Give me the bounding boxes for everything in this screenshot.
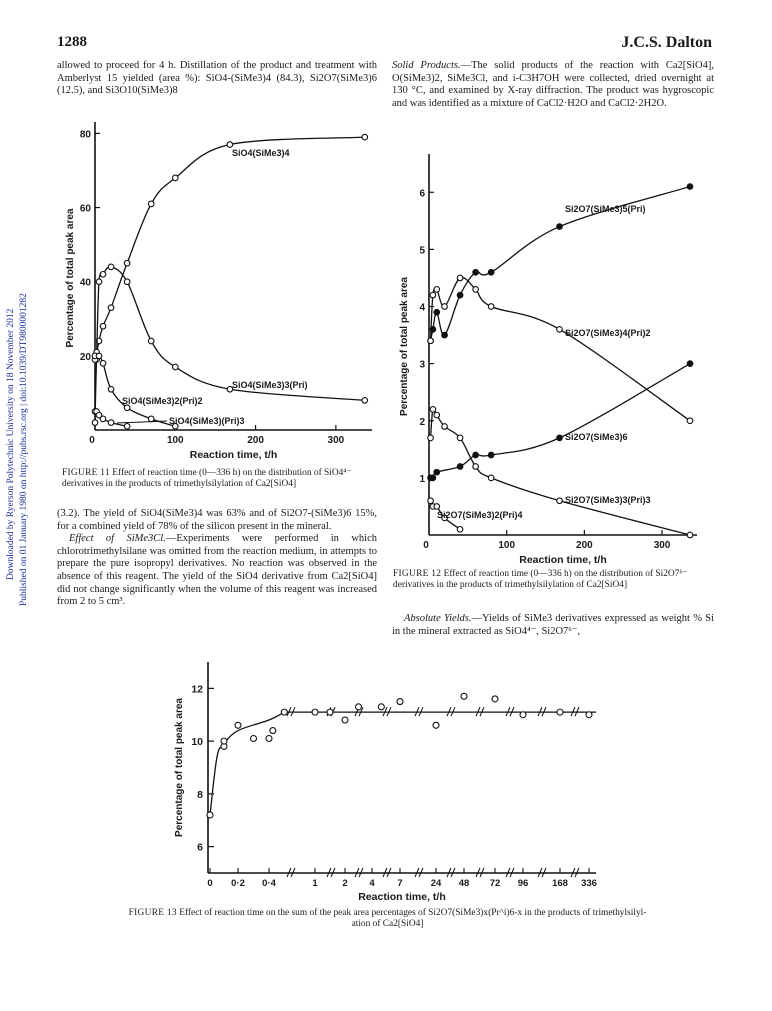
data-point bbox=[434, 504, 440, 510]
x-tick-label: 0 bbox=[423, 540, 429, 551]
x-tick-label: 100 bbox=[166, 435, 184, 446]
data-point bbox=[342, 717, 348, 723]
data-point bbox=[473, 269, 479, 275]
series-label: SiO4(SiMe3)2(Pri)2 bbox=[122, 396, 203, 406]
figure-12-caption-text: Effect of reaction time (0—336 h) on the distribution of Si2O7⁶⁻ derivatives in the products of trimethylsilylation of Ca2[SiO4] bbox=[393, 569, 688, 590]
y-tick-label: 1 bbox=[419, 473, 425, 485]
data-point bbox=[457, 435, 463, 441]
data-point bbox=[687, 184, 693, 190]
data-point bbox=[488, 304, 494, 310]
series-label: Si2O7(SiMe3)3(Pri)3 bbox=[565, 495, 651, 505]
series-label: Si2O7(SiMe3)4(Pri)2 bbox=[565, 328, 651, 338]
y-axis-label: Percentage of total peak area bbox=[399, 277, 410, 416]
data-point bbox=[442, 332, 448, 338]
data-point bbox=[207, 812, 213, 818]
data-point bbox=[430, 475, 436, 481]
right-top-text bbox=[392, 60, 714, 110]
data-point bbox=[172, 175, 178, 181]
left-bottom-text bbox=[57, 508, 377, 609]
x-tick-label: 100 bbox=[498, 540, 516, 551]
x-tick-label: 96 bbox=[517, 878, 529, 889]
absolute-yields-heading: Absolute Yields. bbox=[404, 613, 472, 624]
y-tick-label: 2 bbox=[419, 416, 425, 428]
data-point bbox=[235, 722, 241, 728]
x-tick-label: 300 bbox=[653, 540, 671, 551]
data-point bbox=[100, 323, 106, 329]
x-tick-label: 200 bbox=[576, 540, 593, 551]
x-tick-label: 0 bbox=[89, 435, 95, 446]
x-tick-label: 0·2 bbox=[231, 878, 245, 889]
y-tick-label: 6 bbox=[419, 188, 425, 200]
data-point bbox=[586, 712, 592, 718]
series-line bbox=[95, 137, 365, 422]
y-axis-label: Percentage of total peak area bbox=[174, 698, 185, 837]
x-axis-label: Reaction time, t/h bbox=[358, 891, 446, 903]
data-point bbox=[108, 386, 114, 392]
x-tick-label: 4 bbox=[369, 878, 375, 889]
figure-12-chart bbox=[397, 150, 717, 568]
data-point bbox=[457, 292, 463, 298]
series-line bbox=[95, 267, 365, 401]
data-point bbox=[270, 728, 276, 734]
data-point bbox=[433, 722, 439, 728]
series-label: Si2O7(SiMe3)2(Pri)4 bbox=[437, 510, 523, 520]
data-point bbox=[492, 696, 498, 702]
x-tick-label: 48 bbox=[458, 878, 470, 889]
data-point bbox=[96, 279, 102, 285]
data-point bbox=[457, 464, 463, 470]
y-tick-label: 10 bbox=[191, 736, 203, 749]
series-line bbox=[431, 364, 690, 479]
data-point bbox=[108, 420, 114, 426]
data-point bbox=[362, 134, 368, 140]
y-tick-label: 5 bbox=[419, 245, 425, 257]
figure-13-chart bbox=[168, 654, 608, 910]
series-line bbox=[431, 277, 690, 420]
x-tick-label: 0 bbox=[207, 878, 213, 889]
sidebar-published: Published on 01 January 1980 on http://pubs.rsc.org | doi:10.1039/DT9800001282 bbox=[19, 293, 29, 606]
y-tick-label: 4 bbox=[419, 302, 425, 314]
figure-11-chart bbox=[57, 118, 377, 470]
y-tick-label: 60 bbox=[79, 203, 91, 215]
data-point bbox=[430, 407, 436, 413]
data-point bbox=[428, 498, 434, 504]
figure-11-caption bbox=[62, 468, 378, 490]
data-point bbox=[100, 271, 106, 277]
x-tick-label: 168 bbox=[552, 878, 568, 889]
data-point bbox=[473, 287, 479, 293]
left-top-paragraph: allowed to proceed for 4 h. Distillation of the product and treatment with Amberlyst 15 yielded (area %): SiO4-(SiMe3)4 (84.3), Si2O7(SiMe3)6 (12.5), and Si3O10(SiMe3)8 bbox=[57, 60, 377, 97]
data-point bbox=[251, 735, 257, 741]
data-point bbox=[124, 260, 130, 266]
data-point bbox=[488, 269, 494, 275]
data-point bbox=[327, 709, 333, 715]
solid-products-heading: Solid Products. bbox=[392, 60, 461, 71]
data-point bbox=[434, 412, 440, 418]
solid-products-paragraph bbox=[392, 60, 714, 110]
data-point bbox=[362, 398, 368, 404]
data-point bbox=[442, 424, 448, 430]
data-point bbox=[473, 464, 479, 470]
y-tick-label: 8 bbox=[197, 788, 203, 801]
data-point bbox=[124, 279, 130, 285]
data-point bbox=[100, 360, 106, 366]
data-point bbox=[457, 275, 463, 281]
y-tick-label: 3 bbox=[419, 359, 425, 371]
sidebar-downloaded: Downloaded by Ryerson Polytechnic University on 18 November 2012 bbox=[6, 308, 16, 580]
x-tick-label: 72 bbox=[489, 878, 501, 889]
figure-13-label: FIGURE 13 bbox=[128, 908, 177, 918]
data-point bbox=[148, 201, 154, 207]
figure-13-caption-line2: ation of Ca2[SiO4] bbox=[351, 919, 424, 929]
data-point bbox=[428, 435, 434, 441]
data-point bbox=[148, 416, 154, 422]
figure-11-label: FIGURE 11 bbox=[62, 468, 110, 478]
data-point bbox=[557, 709, 563, 715]
series-label: SiO4(SiMe3)4 bbox=[232, 148, 290, 158]
data-point bbox=[687, 532, 693, 538]
data-point bbox=[442, 304, 448, 310]
data-point bbox=[108, 305, 114, 311]
data-point bbox=[108, 264, 114, 270]
series-line bbox=[431, 187, 690, 341]
data-point bbox=[378, 704, 384, 710]
effect-paragraph bbox=[57, 533, 377, 609]
page-number: 1288 bbox=[57, 34, 87, 50]
data-point bbox=[172, 364, 178, 370]
data-point bbox=[227, 142, 233, 148]
x-axis-label: Reaction time, t/h bbox=[189, 449, 278, 461]
figure-13-caption bbox=[60, 908, 715, 930]
data-point bbox=[461, 693, 467, 699]
effect-text: —Experiments were performed in which chlorotrimethylsilane was omitted from the reaction medium, in attempts to prepare the pure isopropyl derivatives. No reaction was observed in the absence of this reagent. The yield of the SiO4 derivative from Ca2[SiO4] did not change significantly when the volume of this reagent was increased from 2 to 5 cm³. bbox=[57, 533, 377, 608]
x-tick-label: 200 bbox=[247, 435, 264, 446]
series-label: SiO4(SiMe3)3(Pri) bbox=[232, 380, 308, 390]
absolute-yields-body: —Yields of SiMe3 derivatives expressed as weight % Si in the mineral extracted as SiO4⁴⁻, Si2O7⁶⁻, bbox=[392, 613, 714, 637]
series-label: Si2O7(SiMe3)6 bbox=[565, 432, 628, 442]
absolute-yields-paragraph bbox=[392, 613, 714, 638]
data-point bbox=[148, 338, 154, 344]
y-tick-label: 20 bbox=[79, 351, 91, 363]
absolute-yields-text bbox=[392, 613, 714, 638]
data-point bbox=[557, 327, 563, 333]
data-point bbox=[124, 423, 130, 429]
data-point bbox=[266, 735, 272, 741]
figure-12-caption bbox=[393, 569, 715, 591]
data-point bbox=[687, 361, 693, 367]
solid-products-text: —The solid products of the reaction with Ca2[SiO4], O(SiMe3)2, SiMe3Cl, and i-C3H7OH were collected, dried overnight at 130 °C, and examined by X-ray diffraction. The product was hygroscopic and was identified as a mixture of CaCl2·H2O and CaCl2·2H2O. bbox=[392, 60, 714, 109]
x-tick-label: 7 bbox=[397, 878, 403, 889]
data-point bbox=[557, 498, 563, 504]
data-point bbox=[457, 526, 463, 532]
series-label: SiO4(SiMe3)(Pri)3 bbox=[169, 416, 245, 426]
left-top-text bbox=[57, 60, 377, 98]
figure-11-caption-text: Effect of reaction time (0—336 h) on the distribution of SiO4⁴⁻ derivatives in the products of trimethylsilylation of Ca2[SiO4] bbox=[62, 468, 352, 489]
data-point bbox=[92, 420, 98, 426]
data-point bbox=[434, 287, 440, 293]
effect-heading: Effect of SiMe3Cl. bbox=[69, 533, 166, 545]
data-point bbox=[312, 709, 318, 715]
y-tick-label: 40 bbox=[79, 277, 91, 289]
data-point bbox=[473, 452, 479, 458]
data-point bbox=[488, 475, 494, 481]
data-point bbox=[434, 309, 440, 315]
series-label: Si2O7(SiMe3)5(Pri) bbox=[565, 204, 646, 214]
x-tick-label: 24 bbox=[430, 878, 442, 889]
data-point bbox=[557, 435, 563, 441]
data-point bbox=[221, 738, 227, 744]
series-line bbox=[95, 355, 175, 426]
data-point bbox=[488, 452, 494, 458]
data-point bbox=[356, 704, 362, 710]
y-axis-label: Percentage of total peak area bbox=[65, 208, 76, 348]
y-tick-label: 6 bbox=[197, 841, 203, 854]
x-tick-label: 1 bbox=[312, 878, 318, 889]
figure-12-label: FIGURE 12 bbox=[393, 569, 442, 579]
data-point bbox=[687, 418, 693, 424]
data-point bbox=[428, 338, 434, 344]
y-tick-label: 12 bbox=[191, 683, 203, 696]
data-point bbox=[100, 416, 106, 422]
x-tick-label: 336 bbox=[581, 878, 597, 889]
yield-paragraph: (3.2). The yield of SiO4(SiMe3)4 was 63% and of Si2O7-(SiMe3)6 15%, for a combined yield of 78% of the silicon present in the mineral. bbox=[57, 508, 377, 532]
x-tick-label: 0·4 bbox=[262, 878, 276, 889]
data-point bbox=[96, 353, 102, 359]
figure-13-caption-line1: Effect of reaction time on the sum of the peak area percentages of Si2O7(SiMe3)x(Pr^i)6-x in the products of trimethylsilyl- bbox=[179, 908, 647, 918]
journal-name: J.C.S. Dalton bbox=[621, 34, 712, 51]
data-point bbox=[520, 712, 526, 718]
x-axis-label: Reaction time, t/h bbox=[519, 554, 607, 566]
x-tick-label: 2 bbox=[342, 878, 348, 889]
data-point bbox=[434, 469, 440, 475]
data-point bbox=[281, 709, 287, 715]
x-tick-label: 300 bbox=[327, 435, 345, 446]
y-tick-label: 80 bbox=[79, 129, 91, 141]
data-point bbox=[430, 292, 436, 298]
data-point bbox=[397, 699, 403, 705]
data-point bbox=[557, 224, 563, 230]
